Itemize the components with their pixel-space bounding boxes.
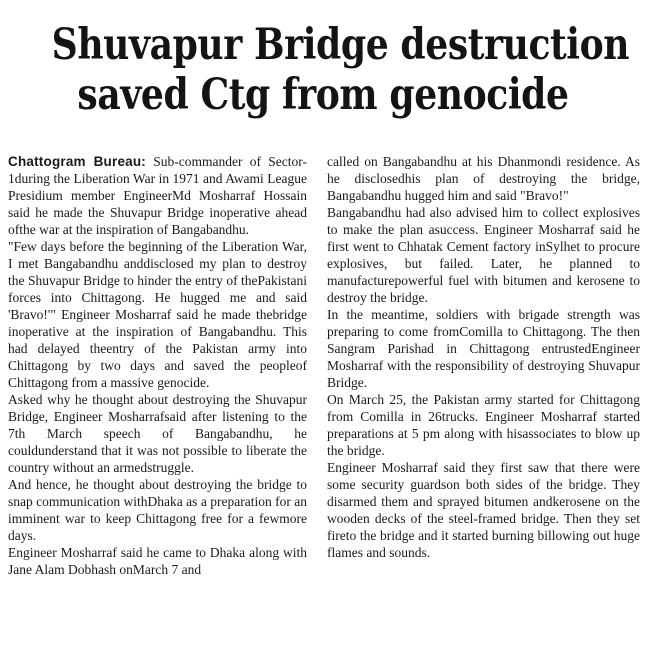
article-paragraph: Bangabandhu had also advised him to collect explosives to make the plan asuccess. Engineer Mosharraf said he first went to Chhatak Cement factory inSylhet to procure explosives, but failed. Later, he planned to manufacturepowerful fuel with bitumen and kerosene to destroy the bridge.: [327, 205, 640, 305]
lead-text: Sub-commander of Sector-1during the Liberation War in 1971 and Awami League Presidium member EngineerMd Mosharraf Hossain said he made the Shuvapur Bridge inoperative ahead ofthe war at the inspiration of Bangabandhu.: [8, 154, 307, 237]
article-paragraph: In the meantime, soldiers with brigade strength was preparing to come fromComilla to Chittagong. The then Sangram Parishad in Chittagong entrustedEngineer Mosharraf with the responsibility of destroying Shuvapur Bridge.: [327, 307, 640, 390]
article-paragraph: [8, 153, 307, 238]
article-paragraph: On March 25, the Pakistan army started for Chittagong from Comilla in 26trucks. Engineer Mosharraf started preparations at 5 pm along with hisassociates to blow up the bridge.: [327, 392, 640, 458]
article-paragraph: called on Bangabandhu at his Dhanmondi residence. As he disclosedhis plan of destroying the bridge, Bangabandhu hugged him and said "Bravo!": [327, 154, 640, 203]
article-column-left: [8, 153, 307, 578]
headline: [51, 20, 630, 120]
headline-line-2: saved Ctg from genocide: [77, 70, 569, 120]
byline: Chattogram Bureau:: [8, 154, 147, 169]
headline-line-1: Shuvapur Bridge destruction: [51, 20, 630, 70]
article-column-right: [327, 153, 640, 561]
article-paragraph: Asked why he thought about destroying the Shuvapur Bridge, Engineer Mosharrafsaid after listening to the 7th March speech of Bangabandhu, he couldunderstand that it was not possible to liberate the country without an armedstruggle.: [8, 392, 307, 475]
article-paragraph: Engineer Mosharraf said he came to Dhaka along with Jane Alam Dobhash onMarch 7 and: [8, 545, 307, 577]
article-paragraph: And hence, he thought about destroying the bridge to snap communication withDhaka as a preparation for an imminent war to keep Chittagong free for a fewmore days.: [8, 477, 307, 543]
article-paragraph: "Few days before the beginning of the Liberation War, I met Bangabandhu anddisclosed my plan to destroy the Shuvapur Bridge to hinder the entry of thePakistani forces into Chittagong. He hugged me and said 'Bravo!'" Engineer Mosharraf said he made thebridge inoperative at the inspiration of Bangabandhu. This had delayed theentry of the Pakistan army into Chittagong by two days and saved the peopleof Chittagong from a massive genocide.: [8, 239, 307, 390]
article-paragraph: Engineer Mosharraf said they first saw that there were some security guardson both sides of the bridge. They disarmed them and sprayed bitumen andkerosene on the wooden decks of the steel-framed bridge. Then they set fireto the bridge and it started burning billowing out huge flames and sounds.: [327, 460, 640, 560]
